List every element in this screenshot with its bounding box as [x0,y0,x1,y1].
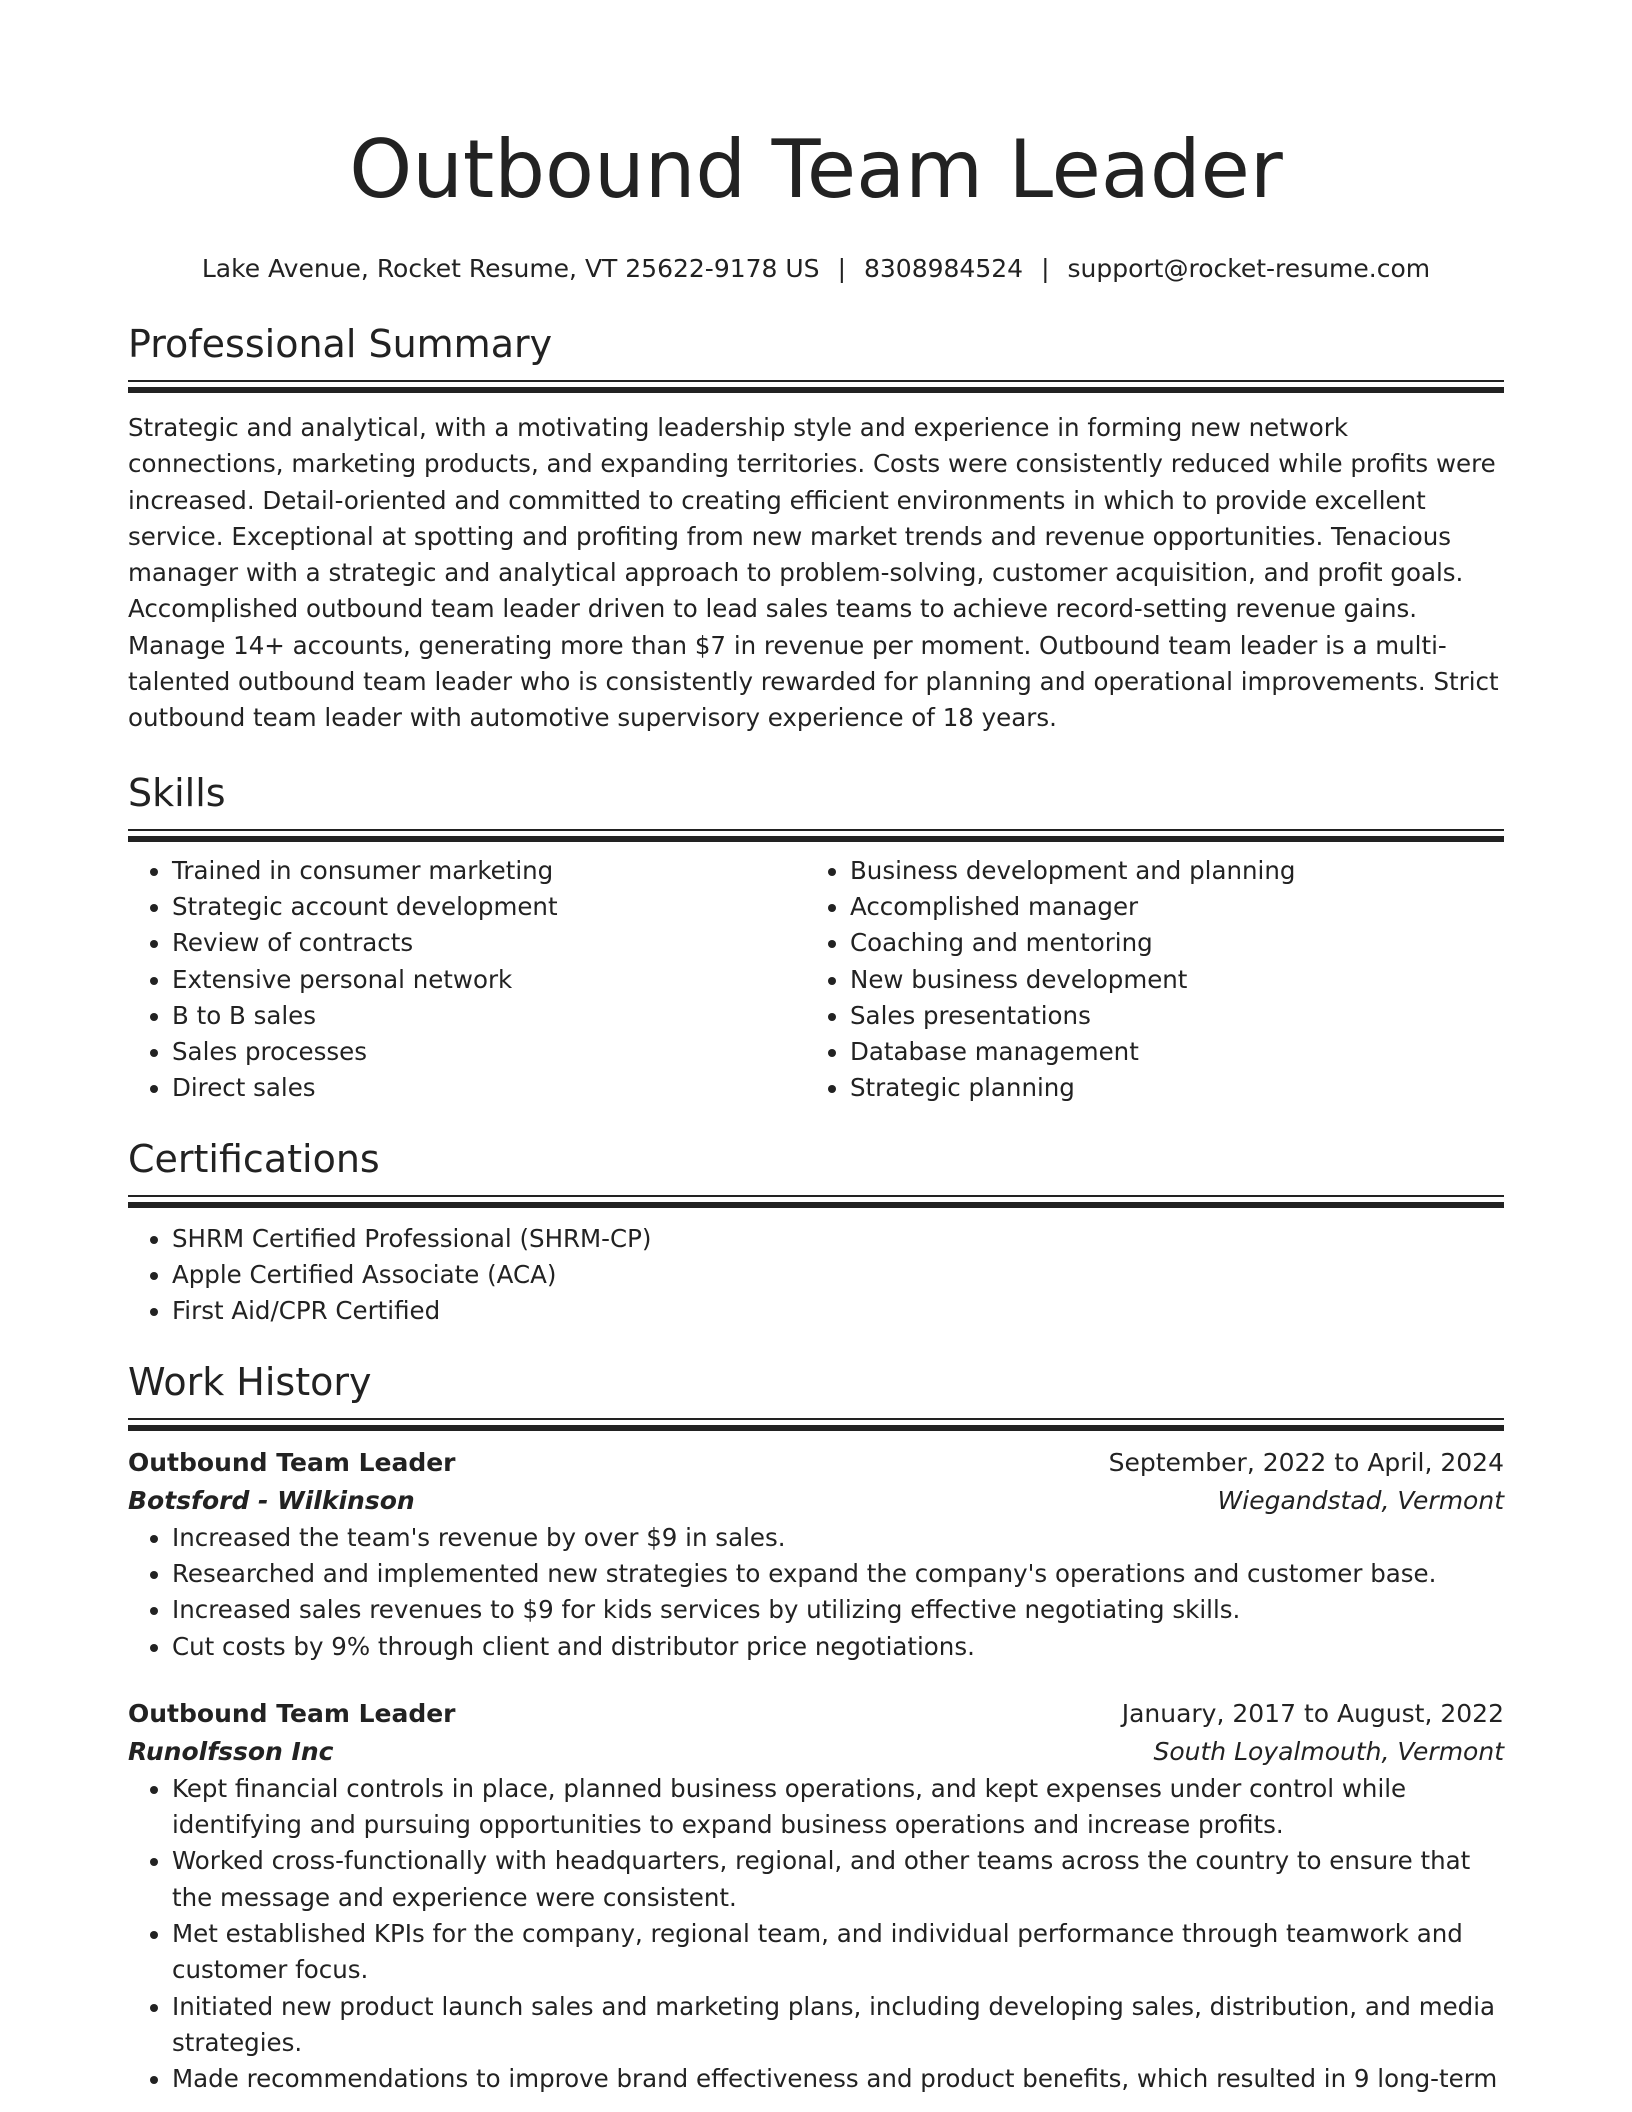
certifications-section [128,1135,1504,1330]
job-header-row [128,1695,1504,1733]
job-title: Outbound Team Leader [128,1698,456,1728]
skills-section [128,769,1504,1107]
contact-separator: | [837,254,846,283]
job-company: Runolfsson Inc [128,1736,334,1766]
skill-item: • Database management [850,1034,1484,1070]
contact-separator: | [1041,254,1050,283]
certification-item: • SHRM Certified Professional (SHRM-CP) [172,1221,1504,1257]
skill-item: • Sales presentations [850,998,1484,1034]
job-subheader-row [128,1733,1504,1771]
certifications-list [128,1221,1504,1330]
skills-column-right [806,853,1484,1107]
section-divider [128,1195,1504,1205]
job-bullet: • Worked cross-functionally with headquarters, regional, and other teams across the country to ensure that the message and experience were consistent. [172,1843,1504,1916]
job-location: South Loyalmouth, Vermont [1153,1736,1504,1766]
certifications-heading: Certifications [128,1136,380,1181]
skills-heading: Skills [128,770,226,815]
contact-email: support@rocket-resume.com [1067,254,1431,283]
job-bullet: • Made recommendations to improve brand effectiveness and product benefits, which resulted in 9 long-term [172,2061,1504,2097]
section-divider [128,829,1504,839]
job-dates: January, 2017 to August, 2022 [1121,1698,1504,1728]
job-header-row [128,1444,1504,1482]
job-bullet: • Kept financial controls in place, planned business operations, and kept expenses under control while identifying and pursuing opportunities to expand business operations and increase profits. [172,1771,1504,1844]
job-bullet: • Increased the team's revenue by over $9 in sales. [172,1520,1504,1556]
skill-item: • Coaching and mentoring [850,925,1484,961]
job-bullet: • Cut costs by 9% through client and distributor price negotiations. [172,1629,1504,1665]
job-dates: September, 2022 to April, 2024 [1108,1447,1504,1477]
section-divider [128,380,1504,390]
skill-item: • New business development [850,962,1484,998]
certification-item: • Apple Certified Associate (ACA) [172,1257,1504,1293]
skills-column-left [128,853,806,1107]
job-bullet: • Met established KPIs for the company, regional team, and individual performance through teamwork and customer focus. [172,1916,1504,1989]
resume-page [128,0,1504,2098]
contact-line [128,252,1504,286]
skill-item: • Strategic planning [850,1070,1484,1106]
job-bullet: • Initiated new product launch sales and marketing plans, including developing sales, distribution, and media strategies. [172,1989,1504,2062]
skill-item: • Extensive personal network [172,962,806,998]
job-subheader-row [128,1482,1504,1520]
job-entry [128,1695,1504,2098]
job-title: Outbound Team Leader [128,1447,456,1477]
skill-item: • B to B sales [172,998,806,1034]
job-bullets [128,1771,1504,2098]
contact-phone: 8308984524 [864,254,1024,283]
skills-columns [128,853,1504,1107]
job-company: Botsford - Wilkinson [128,1485,415,1515]
skill-item: • Strategic account development [172,889,806,925]
skill-item: • Trained in consumer marketing [172,853,806,889]
summary-heading: Professional Summary [128,322,553,366]
candidate-name: Outbound Team Leader [349,123,1283,216]
work-history-heading: Work History [128,1359,372,1404]
summary-text: Strategic and analytical, with a motivating leadership style and experience in forming new network connections, marketing products, and expanding territories. Costs were consistently reduced while profits were increased. Detail-oriented and committed to creating efficient environments in which to provide excellent service. Exceptional at spotting and profiting from new market trends and revenue opportunities. Tenacious manager with a strategic and analytical approach to problem-solving, customer acquisition, and profit goals. Accomplished outbound team leader driven to lead sales teams to achieve record-setting revenue gains. Manage 14+ accounts, generating more than $7 in revenue per moment. Outbound team leader is a multi-talented outbound team leader who is consistently rewarded for planning and operational improvements. Strict outbound team leader with automotive supervisory experience of 18 years. [128,413,1499,733]
job-bullets [128,1520,1504,1665]
skill-item: • Accomplished manager [850,889,1484,925]
job-bullet: • Increased sales revenues to $9 for kids services by utilizing effective negotiating skills. [172,1592,1504,1628]
job-bullet: • Researched and implemented new strategies to expand the company's operations and customer base. [172,1556,1504,1592]
section-divider [128,1418,1504,1428]
certification-item: • First Aid/CPR Certified [172,1293,1504,1329]
work-history-section [128,1358,1504,2098]
job-location: Wiegandstad, Vermont [1217,1485,1504,1515]
skill-item: • Review of contracts [172,925,806,961]
skill-item: • Business development and planning [850,853,1484,889]
contact-address: Lake Avenue, Rocket Resume, VT 25622-9178 US [201,254,820,283]
summary-section [128,320,1504,737]
skill-item: • Sales processes [172,1034,806,1070]
job-entry [128,1444,1504,1665]
skill-item: • Direct sales [172,1070,806,1106]
